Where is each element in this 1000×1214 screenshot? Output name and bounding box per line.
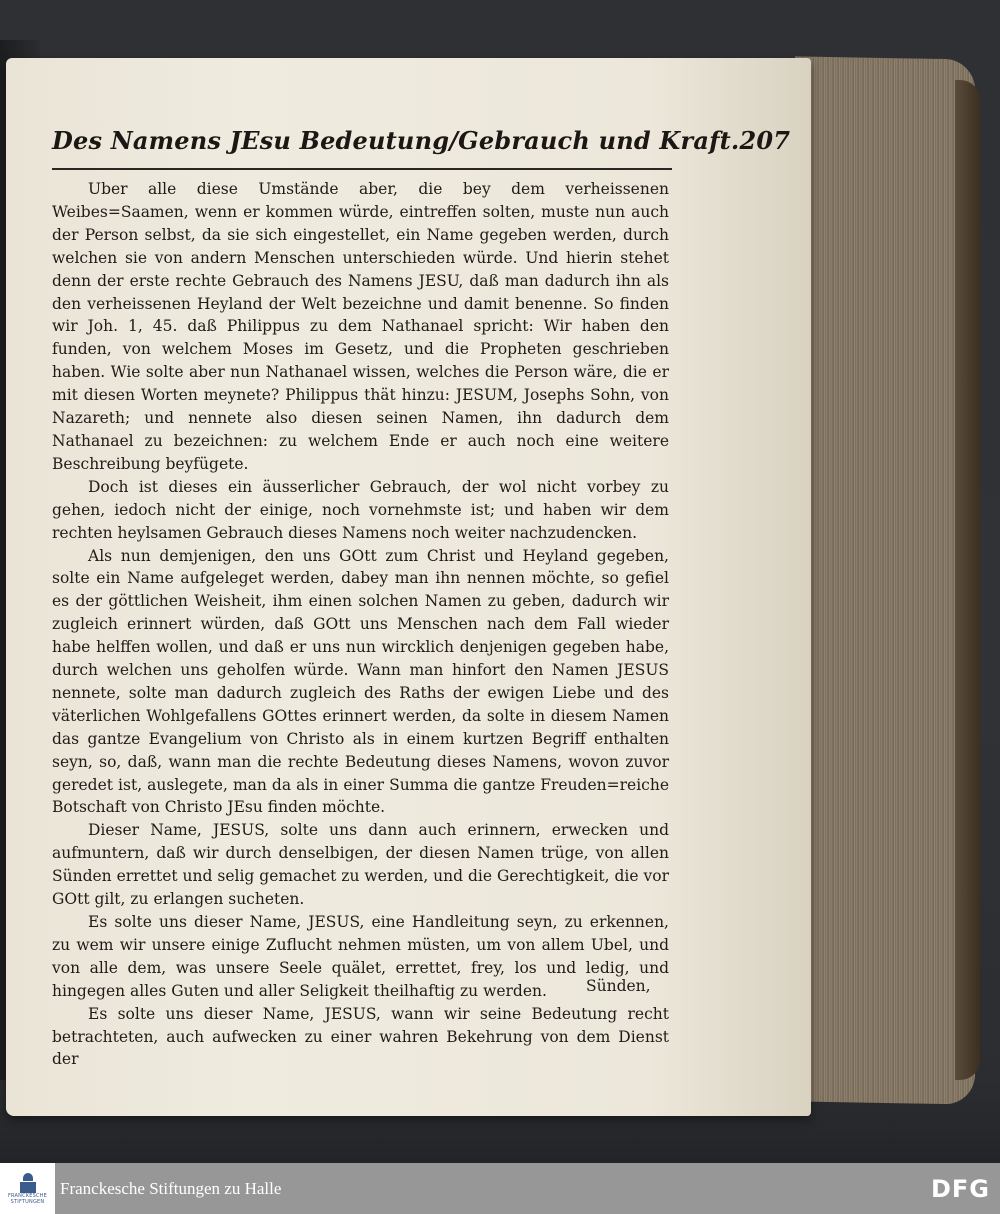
franckesche-logo[interactable] <box>0 1163 55 1214</box>
paragraph: Es solte uns dieser Name, JESUS, wann wir seine Bedeutung recht betrachteten, auch aufwecken zu einer wahren Bekehrung von dem Dienst der <box>52 1004 669 1069</box>
dfg-logo[interactable]: DFG <box>930 1175 990 1203</box>
viewer-footer <box>0 1163 1000 1214</box>
logo-text-line-1: FRANCKESCHE <box>7 1192 48 1199</box>
running-head-title: Des Namens JEsu Bedeutung/Gebrauch und Kraft. <box>52 126 740 155</box>
page-number: 207 <box>739 126 791 155</box>
paragraph: Uber alle diese Umstände aber, die bey dem verheissenen Weibes=Saamen, wenn er kommen würde, eintreffen solten, muste nun auch der Person selbst, da sie sich eingestellet, ein Name gegeben werden, durch welchen sie von andern Menschen unterschieden würde. Und hierin stehet denn der erste rechte Gebrauch des Namens JESU, daß man dadurch ihn als den verheissenen Heyland der Welt bezeichne und damit benenne. So finden wir Joh. 1, 45. daß Philippus zu dem Nathanael spricht: Wir haben den funden, von welchem Moses im Gesetz, und die Propheten geschrieben haben. Wie solte aber nun Nathanael wissen, welches die Person wäre, die er mit diesen Worten meynete? Philippus thät hinzu: JESUM, Josephs Sohn, von Nazareth; und nennete also diesen seinen Namen, ihn dadurch dem Nathanael zu bezeichnen: zu welchem Ende er auch noch eine weitere Beschreibung beyfügete. <box>52 180 669 473</box>
page-body <box>52 178 669 1071</box>
paragraph: Als nun demjenigen, den uns GOtt zum Christ und Heyland gegeben, solte ein Name aufgeleget werden, dabey man ihn nennen möchte, so gefiel es der göttlichen Weisheit, ihm einen solchen Namen zu geben, dadurch wir zugleich erinnert würden, daß GOtt uns Menschen nach dem Fall wieder habe helffen wollen, und daß er uns nun wircklich denjenigen gegeben habe, durch welchen uns geholfen würde. Wann man hinfort den Namen JESUS nennete, solte man dadurch zugleich des Raths der ewigen Liebe und des väterlichen Wohlgefallens GOttes erinnert werden, da solte in diesem Namen das gantze Evangelium von Christo als in einem kurtzen Begriff enthalten seyn, so, daß, wann man die rechte Bedeutung dieses Namens, wovon zuvor geredet ist, auslegete, man da als in einer Summa die gantze Freuden=reiche Botschaft von Christo JEsu finden möchte. <box>52 546 669 817</box>
running-head <box>52 126 791 155</box>
building-icon <box>19 1173 37 1193</box>
page-block-edge <box>795 56 975 1104</box>
paragraph: Es solte uns dieser Name, JESUS, eine Handleitung seyn, zu erkennen, zu wem wir unsere einige Zuflucht nehmen müsten, um von allem Ubel, und von alle dem, was unsere Seele quälet, errettet, frey, los und ledig, und hingegen alles Guten und aller Seligkeit theilhaftig zu werden. <box>52 913 669 1000</box>
paragraph: Dieser Name, JESUS, solte uns dann auch erinnern, erwecken und aufmuntern, daß wir durch denselbigen, der diesen Namen trüge, von allen Sünden errettet und selig gemachet zu werden, und die Gerechtigkeit, die vor GOtt gilt, zu erlangen sucheten. <box>52 821 669 909</box>
book-cover-edge <box>955 80 980 1080</box>
logo-text-line-2: STIFTUNGEN <box>10 1198 45 1205</box>
catchword: Sünden, <box>586 977 651 995</box>
header-rule <box>52 168 672 170</box>
footer-title: Franckesche Stiftungen zu Halle <box>60 1178 282 1198</box>
paragraph: Doch ist dieses ein äusserlicher Gebrauch, der wol nicht vorbey zu gehen, iedoch nicht der einige, noch vornehmste ist; und haben wir dem rechten heylsamen Gebrauch dieses Namens noch weiter nachzudencken. <box>52 477 669 542</box>
